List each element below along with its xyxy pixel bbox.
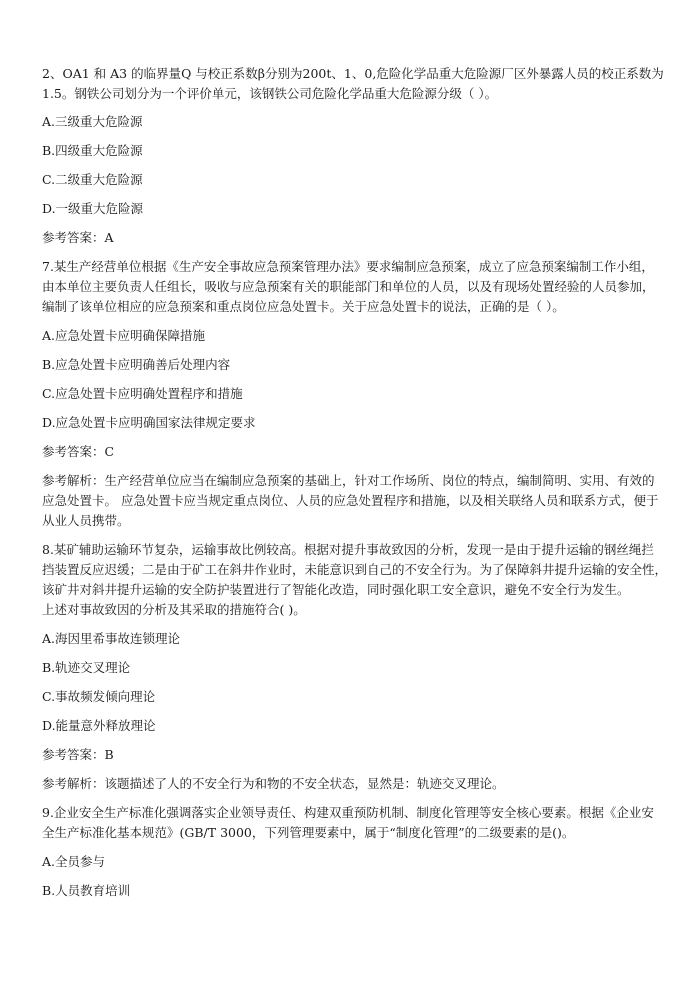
q2-option-d: D.一级重大危险源 — [42, 201, 144, 216]
q7-stem-line: 由本单位主要负责人任组长，吸收与应急预案有关的职能部门和单位的人员，以及有现场处置经验的人员参加， — [42, 279, 655, 294]
q8-stem-line: 上述对事故致因的分析及其采取的措施符合( )。 — [42, 602, 306, 617]
q8-stem-line: 该矿井对斜井提升运输的安全防护装置进行了智能化改造，同时强化职工安全意识，避免不安全行为发生。 — [42, 582, 630, 597]
q8-answer: 参考答案：B — [42, 747, 114, 762]
q7-answer: 参考答案：C — [42, 444, 115, 459]
q9-stem-line: 9.企业安全生产标准化强调落实企业领导责任、构建双重预防机制、制度化管理等安全核心要素。根据《企业安 — [42, 805, 654, 820]
q8-option-d: D.能量意外释放理论 — [42, 718, 156, 733]
q7-option-d: D.应急处置卡应明确国家法律规定要求 — [42, 415, 256, 430]
q2-option-b: B.四级重大危险源 — [42, 143, 143, 158]
q7-option-c: C.应急处置卡应明确处置程序和措施 — [42, 386, 243, 401]
q8-stem-line: 挡装置反应迟缓；二是由于矿工在斜井作业时，未能意识到自己的不安全行为。为了保障斜井提升运输的安全性， — [42, 562, 668, 577]
q8-option-b: B.轨迹交叉理论 — [42, 660, 131, 675]
q8-option-a: A.海因里希事故连锁理论 — [42, 631, 181, 646]
q9-option-b: B.人员教育培训 — [42, 883, 131, 898]
q7-option-a: A.应急处置卡应明确保障措施 — [42, 328, 206, 343]
q9-stem-line: 全生产标准化基本规范》(GB/T 3000，下列管理要素中，属于“制度化管理”的二级要素的是()。 — [42, 825, 575, 840]
q7-analysis-line: 应急处置卡。 应急处置卡应当规定重点岗位、人员的应急处置程序和措施，以及相关联络人员和联系方式，便于 — [42, 493, 659, 508]
q2-stem-line: 1.5。钢铁公司划分为一个评价单元，该钢铁公司危险化学品重大危险源分级（ ）。 — [42, 86, 498, 101]
q8-analysis-line: 参考解析：该题描述了人的不安全行为和物的不安全状态，显然是：轨迹交叉理论。 — [42, 776, 505, 791]
q2-option-a: A.三级重大危险源 — [42, 114, 143, 129]
q7-stem-line: 7.某生产经营单位根据《生产安全事故应急预案管理办法》要求编制应急预案，成立了应急预案编制工作小组， — [42, 259, 654, 274]
q7-option-b: B.应急处置卡应明确善后处理内容 — [42, 357, 231, 372]
q9-option-a: A.全员参与 — [42, 854, 106, 869]
q8-option-c: C.事故频发倾向理论 — [42, 689, 156, 704]
q7-analysis-line: 从业人员携带。 — [42, 513, 130, 528]
q8-stem-line: 8.某矿辅助运输环节复杂，运输事故比例较高。根据对提升事故致因的分析，发现一是由于提升运输的钢丝绳拦 — [42, 542, 654, 557]
q2-option-c: C.二级重大危险源 — [42, 172, 143, 187]
q2-stem-line: 2、OA1 和 A3 的临界量Q 与校正系数β分别为200t、1、0,危险化学品重大危险源厂区外暴露人员的校正系数为 — [42, 66, 664, 81]
q2-answer: 参考答案：A — [42, 230, 114, 245]
q7-stem-line: 编制了该单位相应的应急预案和重点岗位应急处置卡。关于应急处置卡的说法，正确的是（ ）。 — [42, 299, 565, 314]
q7-analysis-line: 参考解析：生产经营单位应当在编制应急预案的基础上，针对工作场所、岗位的特点，编制简明、实用、有效的 — [42, 473, 655, 488]
